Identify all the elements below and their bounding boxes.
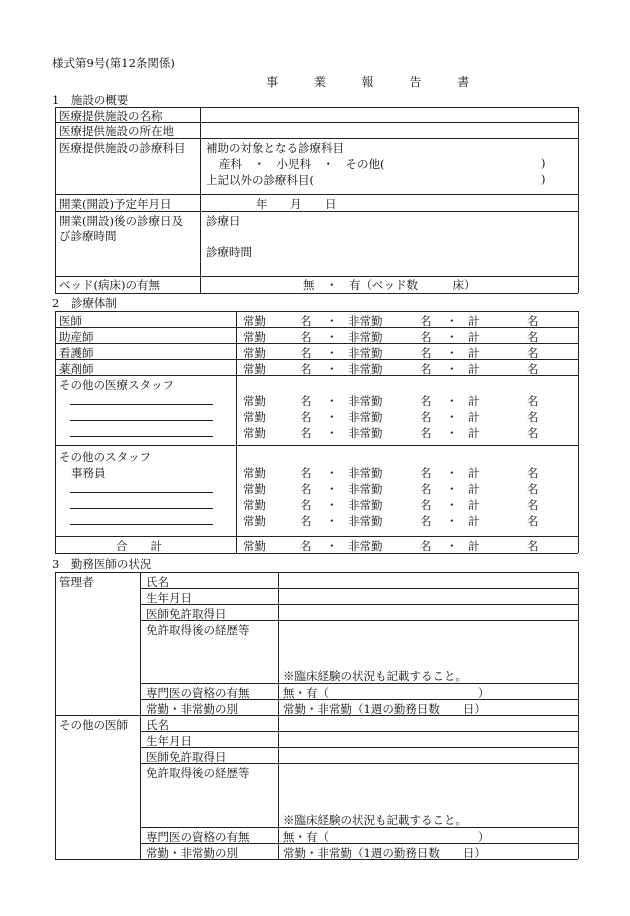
other-doctor-specialist-value: 無・有（ [283, 830, 329, 844]
other-doctor-employment-value: 常勤・非常勤（1週の勤務日数 日） [283, 846, 486, 860]
separator-dot: ・ [446, 482, 458, 496]
count-unit: 名 [420, 314, 432, 328]
beds-label: ベッド(病床)の有無 [59, 278, 160, 292]
section2-heading: 2 診療体制 [52, 296, 117, 310]
count-unit: 名 [300, 330, 312, 344]
fulltime-label: 常勤 [243, 514, 266, 528]
manager-employment-label: 常勤・非常勤の別 [146, 702, 238, 716]
fulltime-label: 常勤 [243, 466, 266, 480]
form-number: 様式第9号(第12条関係) [52, 56, 175, 70]
separator-dot: ・ [326, 514, 338, 528]
separator-dot: ・ [326, 426, 338, 440]
section1-heading: 1 施設の概要 [52, 93, 129, 107]
other-doctor-birth-label: 生年月日 [146, 734, 192, 748]
fulltime-label: 常勤 [243, 539, 266, 553]
count-unit: 名 [300, 410, 312, 424]
separator-dot: ・ [446, 362, 458, 376]
parttime-label: 非常勤 [348, 482, 383, 496]
manager-birth-label: 生年月日 [146, 591, 192, 605]
date-day: 日 [325, 197, 337, 211]
total-label: 計 [468, 514, 480, 528]
count-unit: 名 [300, 498, 312, 512]
count-unit: 名 [300, 539, 312, 553]
clinic-days-text: 診療日 [206, 214, 241, 228]
manager-license-label: 医師免許取得日 [146, 607, 227, 621]
count-unit: 名 [420, 498, 432, 512]
count-unit: 名 [300, 346, 312, 360]
separator-dot: ・ [446, 314, 458, 328]
separator-dot: ・ [326, 466, 338, 480]
dept-options: 産科 ・ 小児科 ・ その他( [219, 157, 385, 171]
facility-name-label: 医療提供施設の名称 [59, 109, 163, 123]
other-dept-text: 上記以外の診療科目( [206, 173, 314, 187]
count-unit: 名 [527, 394, 539, 408]
count-unit: 名 [300, 514, 312, 528]
count-unit: 名 [527, 410, 539, 424]
total-label: 計 [468, 466, 480, 480]
total-label: 計 [468, 498, 480, 512]
other-doctor-career-note: ※臨床経験の状況も記載すること。 [283, 813, 467, 827]
other-doctor-name-label: 氏名 [146, 718, 169, 732]
total-label: 計 [468, 346, 480, 360]
count-unit: 名 [420, 330, 432, 344]
dept-options-close: ) [541, 156, 546, 170]
total-label: 計 [468, 482, 480, 496]
section3-heading: 3 勤務医師の状況 [52, 557, 152, 571]
fulltime-label: 常勤 [243, 498, 266, 512]
parttime-label: 非常勤 [348, 362, 383, 376]
separator-dot: ・ [326, 314, 338, 328]
manager-career-note: ※臨床経験の状況も記載すること。 [283, 669, 467, 683]
other-doctor-career-label: 免許取得後の経歴等 [146, 766, 250, 780]
separator-dot: ・ [446, 498, 458, 512]
other-doctor-specialist-close: ） [478, 830, 490, 844]
manager-label: 管理者 [59, 575, 94, 589]
total-label: 計 [468, 330, 480, 344]
separator-dot: ・ [446, 394, 458, 408]
separator-dot: ・ [326, 330, 338, 344]
count-unit: 名 [527, 539, 539, 553]
row-label-doctor: 医師 [59, 314, 82, 328]
clerk-label: 事務員 [71, 466, 106, 480]
fulltime-label: 常勤 [243, 362, 266, 376]
manager-specialist-value: 無・有（ [283, 686, 329, 700]
fulltime-label: 常勤 [243, 410, 266, 424]
separator-dot: ・ [446, 330, 458, 344]
count-unit: 名 [527, 514, 539, 528]
parttime-label: 非常勤 [348, 539, 383, 553]
separator-dot: ・ [446, 466, 458, 480]
other-doctor-label: その他の医師 [59, 718, 128, 732]
parttime-label: 非常勤 [348, 314, 383, 328]
parttime-label: 非常勤 [348, 466, 383, 480]
manager-employment-value: 常勤・非常勤（1週の勤務日数 日） [283, 702, 486, 716]
subsidy-dept-text: 補助の対象となる診療科目 [206, 141, 344, 155]
parttime-label: 非常勤 [348, 330, 383, 344]
opening-date-label: 開業(開設)予定年月日 [59, 197, 172, 211]
count-unit: 名 [527, 466, 539, 480]
row-label-pharmacist: 薬剤師 [59, 362, 94, 376]
count-unit: 名 [420, 346, 432, 360]
fulltime-label: 常勤 [243, 314, 266, 328]
separator-dot: ・ [446, 346, 458, 360]
count-unit: 名 [527, 426, 539, 440]
date-month: 月 [290, 197, 302, 211]
count-unit: 名 [420, 466, 432, 480]
count-unit: 名 [420, 362, 432, 376]
count-unit: 名 [420, 514, 432, 528]
fulltime-label: 常勤 [243, 426, 266, 440]
count-unit: 名 [420, 410, 432, 424]
total-label: 計 [468, 314, 480, 328]
separator-dot: ・ [446, 539, 458, 553]
separator-dot: ・ [446, 410, 458, 424]
manager-specialist-close: ） [478, 686, 490, 700]
document-title: 事 業 報 告 書 [266, 75, 486, 89]
fulltime-label: 常勤 [243, 482, 266, 496]
separator-dot: ・ [326, 346, 338, 360]
parttime-label: 非常勤 [348, 426, 383, 440]
clinic-hours-text: 診療時間 [206, 245, 252, 259]
total-label: 計 [468, 426, 480, 440]
total-label: 計 [468, 362, 480, 376]
separator-dot: ・ [446, 514, 458, 528]
separator-dot: ・ [326, 362, 338, 376]
other-staff-label: その他のスタッフ [59, 450, 151, 464]
manager-career-label: 免許取得後の経歴等 [146, 623, 250, 637]
separator-dot: ・ [326, 394, 338, 408]
count-unit: 名 [300, 362, 312, 376]
other-medical-staff-label: その他の医療スタッフ [59, 378, 174, 392]
fulltime-label: 常勤 [243, 394, 266, 408]
separator-dot: ・ [326, 539, 338, 553]
manager-specialist-label: 専門医の資格の有無 [146, 686, 250, 700]
other-doctor-specialist-label: 専門医の資格の有無 [146, 830, 250, 844]
date-year: 年 [256, 197, 268, 211]
separator-dot: ・ [326, 410, 338, 424]
other-doctor-employment-label: 常勤・非常勤の別 [146, 846, 238, 860]
row-label-nurse: 看護師 [59, 346, 94, 360]
total-label: 計 [468, 539, 480, 553]
fulltime-label: 常勤 [243, 346, 266, 360]
fulltime-label: 常勤 [243, 330, 266, 344]
row-label-midwife: 助産師 [59, 330, 94, 344]
parttime-label: 非常勤 [348, 410, 383, 424]
other-doctor-license-label: 医師免許取得日 [146, 750, 227, 764]
count-unit: 名 [300, 466, 312, 480]
parttime-label: 非常勤 [348, 514, 383, 528]
separator-dot: ・ [326, 498, 338, 512]
parttime-label: 非常勤 [348, 498, 383, 512]
manager-name-label: 氏名 [146, 575, 169, 589]
separator-dot: ・ [446, 426, 458, 440]
hours-label-line2: び診療時間 [59, 229, 117, 243]
separator-dot: ・ [326, 482, 338, 496]
parttime-label: 非常勤 [348, 346, 383, 360]
count-unit: 名 [527, 498, 539, 512]
count-unit: 名 [527, 362, 539, 376]
facility-address-label: 医療提供施設の所在地 [59, 124, 174, 138]
count-unit: 名 [527, 346, 539, 360]
count-unit: 名 [300, 426, 312, 440]
hours-label-line1: 開業(開設)後の診療日及 [59, 214, 183, 228]
count-unit: 名 [527, 314, 539, 328]
count-unit: 名 [420, 539, 432, 553]
beds-value: 無 ・ 有（ベッド数 床） [303, 278, 476, 292]
count-unit: 名 [300, 394, 312, 408]
total-label: 計 [468, 410, 480, 424]
count-unit: 名 [300, 482, 312, 496]
count-unit: 名 [527, 482, 539, 496]
count-unit: 名 [527, 330, 539, 344]
facility-dept-label: 医療提供施設の診療科目 [59, 141, 186, 155]
other-dept-close: ) [541, 172, 546, 186]
count-unit: 名 [420, 482, 432, 496]
count-unit: 名 [420, 426, 432, 440]
parttime-label: 非常勤 [348, 394, 383, 408]
total-label: 計 [468, 394, 480, 408]
total-label: 合 計 [116, 539, 162, 553]
count-unit: 名 [420, 394, 432, 408]
count-unit: 名 [300, 314, 312, 328]
